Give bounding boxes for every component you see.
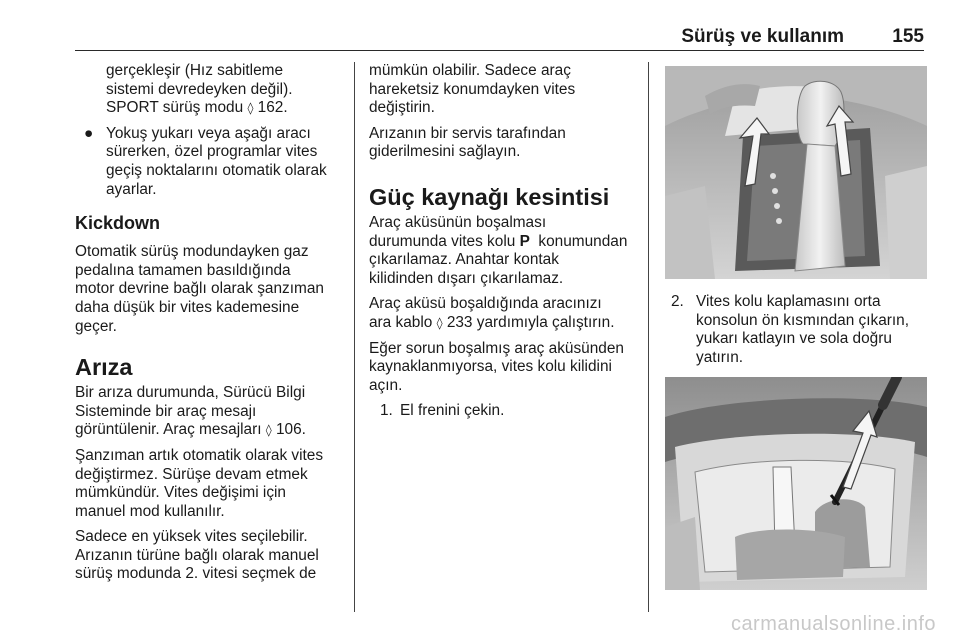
text-line: sistemi devredeyken değil). <box>106 80 293 98</box>
text-line: Araç aküsünün boşalması <box>369 213 547 231</box>
gear-lever-drawing <box>665 66 927 279</box>
text-line: giderilmesini sağlayın. <box>369 143 521 161</box>
bullet-dot-icon: ● <box>84 124 94 142</box>
text-line: ayarlar. <box>106 180 157 198</box>
text-line: manuel mod kullanılır. <box>75 502 225 520</box>
text-fragment: ara kablo <box>369 313 437 331</box>
step-text: El frenini çekin. <box>400 402 505 420</box>
text-line: pedalına tamamen basıldığında <box>75 261 291 279</box>
gear-position-p: P <box>519 232 530 250</box>
text-line: sürerken, özel programlar vites <box>106 143 318 161</box>
kickdown-heading: Kickdown <box>75 213 161 234</box>
text-line: Bir arıza durumunda, Sürücü Bilgi <box>75 384 306 402</box>
text-line: daha düşük bir vites kademesine <box>75 298 300 316</box>
text-fragment: durumunda vites kolu <box>369 232 520 250</box>
power-outage-heading: Güç kaynağı kesintisi <box>369 183 610 210</box>
reference-arrow-icon: ◊ <box>436 315 443 330</box>
header-title: Sürüş ve kullanım <box>681 26 844 47</box>
page-number: 155 <box>892 26 924 47</box>
step-number: 1. <box>380 402 393 420</box>
text-line: mümkün olabilir. Sadece araç <box>369 62 571 79</box>
text-line: Araç aküsü boşaldığında aracınızı <box>369 295 602 313</box>
text-line: çıkarılamaz. Anahtar kontak <box>369 251 559 269</box>
continued-paragraph <box>369 62 637 118</box>
page-header <box>75 26 924 51</box>
text-line: kaynaklanmıyorsa, vites kolu kilidini <box>369 358 612 376</box>
text-line: sürüş modunda 2. vitesi seçmek de <box>75 565 317 583</box>
reference-arrow-icon: ◊ <box>265 423 272 438</box>
text-line: gerçekleşir (Hız sabitleme <box>106 62 284 79</box>
text-line: Vites kolu kaplamasını orta <box>696 293 881 310</box>
column-3 <box>665 62 927 590</box>
column-2 <box>369 62 637 428</box>
reference-arrow-icon: ◊ <box>247 101 254 116</box>
text-line: değiştirin. <box>369 99 435 117</box>
step-2 <box>665 293 927 367</box>
column-divider-1 <box>354 62 355 612</box>
bullet-item <box>75 125 347 199</box>
text-line <box>106 99 347 118</box>
kickdown-paragraph <box>75 243 347 336</box>
column-1 <box>75 62 347 591</box>
ariza-paragraph-1 <box>75 384 347 440</box>
ariza-paragraph-3 <box>75 528 347 584</box>
column-divider-2 <box>648 62 649 612</box>
watermark: carmanualsonline.info <box>730 613 936 635</box>
text-line: hareketsiz konumdayken vites <box>369 80 576 98</box>
text-line: Otomatik sürüş modundayken gaz <box>75 243 309 261</box>
text-line: Arızanın bir servis tarafından <box>369 124 566 142</box>
step-number: 2. <box>671 293 684 310</box>
text-fragment: görüntülenir. Araç mesajları <box>75 421 266 439</box>
text-line: Yokuş yukarı veya aşağı aracı <box>106 124 311 142</box>
page-reference[interactable]: 106. <box>276 421 306 439</box>
ariza-heading: Arıza <box>75 354 133 381</box>
text-line: değiştirmez. Sürüşe devam etmek <box>75 465 308 483</box>
power-paragraph-2 <box>369 295 637 332</box>
text-line: Eğer sorun boşalmış araç aküsünden <box>369 339 624 357</box>
text-line: geçiş noktalarını otomatik olarak <box>106 161 327 179</box>
text-line: Sisteminde bir araç mesajı <box>75 402 257 420</box>
ariza-paragraph-2 <box>75 447 347 521</box>
text-line: motor devrine bağlı olarak şanzıman <box>75 280 324 298</box>
text-line: Şanzıman artık otomatik olarak vites <box>75 446 324 464</box>
text-line: mümkündür. Vites değişimi için <box>75 484 286 502</box>
text-line: Arızanın türüne bağlı olarak manuel <box>75 546 319 564</box>
step-1 <box>369 402 637 421</box>
text-line: yatırın. <box>696 348 744 366</box>
text-line: yukarı katlayın ve sola doğru <box>696 330 892 348</box>
text-line: kilidinden dışarı çıkarılamaz. <box>369 269 564 287</box>
continued-text <box>75 62 347 118</box>
page-reference[interactable]: 162. <box>257 99 288 117</box>
text-line: Sadece en yüksek vites seçilebilir. <box>75 528 308 546</box>
console-cover-removal-illustration <box>665 377 927 590</box>
text-line: konsolun ön kısmından çıkarın, <box>696 311 910 329</box>
text-fragment: SPORT sürüş modu <box>106 99 248 117</box>
text-line: açın. <box>369 376 403 394</box>
gear-lever-illustration <box>665 66 927 279</box>
power-paragraph-3 <box>369 340 637 396</box>
power-paragraph-1 <box>369 214 637 288</box>
page-reference[interactable]: 233 yardımıyla çalıştırın. <box>446 313 615 331</box>
service-paragraph <box>369 125 637 162</box>
text-line: geçer. <box>75 317 117 335</box>
console-cover-drawing <box>665 377 927 590</box>
text-fragment: konumundan <box>529 232 628 250</box>
